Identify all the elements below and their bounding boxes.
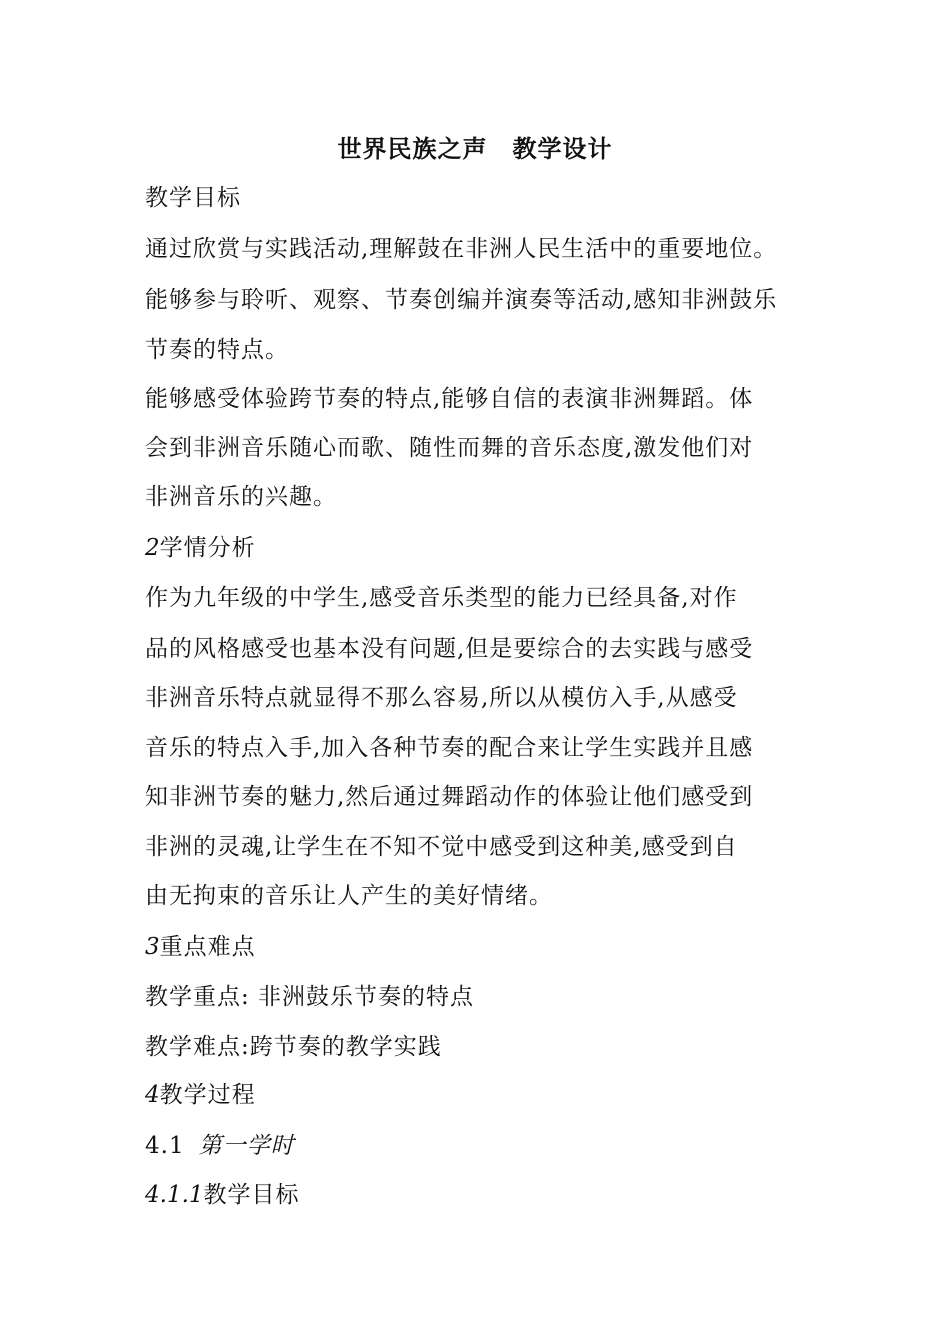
keypoints-heading xyxy=(145,930,256,964)
document-title: 世界民族之声 教学设计 xyxy=(337,135,613,163)
analysis-line: 非洲的灵魂,让学生在不知不觉中感受到这种美,感受到自 xyxy=(145,834,738,860)
analysis-line: 由无拘束的音乐让人产生的美好情绪。 xyxy=(145,883,553,909)
subsection-heading xyxy=(145,1129,295,1163)
key-point: 教学重点: 非洲鼓乐节奏的特点 xyxy=(145,984,475,1010)
objectives-line: 非洲音乐的兴趣。 xyxy=(145,484,337,510)
objectives-line: 会到非洲音乐随心而歌、随性而舞的音乐态度,激发他们对 xyxy=(145,435,754,461)
section-title: 重点难点 xyxy=(159,934,256,960)
section-title: 学情分析 xyxy=(159,535,256,561)
objectives-line: 能够参与聆听、观察、节奏创编并演奏等活动,感知非洲鼓乐 xyxy=(145,287,778,313)
difficult-point: 教学难点:跨节奏的教学实践 xyxy=(145,1034,442,1060)
analysis-line: 音乐的特点入手,加入各种节奏的配合来让学生实践并且感 xyxy=(145,735,754,761)
objectives-line: 能够感受体验跨节奏的特点,能够自信的表演非洲舞蹈。体 xyxy=(145,386,754,412)
objectives-heading: 教学目标 xyxy=(145,185,241,211)
analysis-line: 品的风格感受也基本没有问题,但是要综合的去实践与感受 xyxy=(145,636,754,662)
subsection-number: 4.1 xyxy=(145,1133,185,1159)
analysis-line: 作为九年级的中学生,感受音乐类型的能力已经具备,对作 xyxy=(145,585,738,611)
section-title: 教学过程 xyxy=(159,1082,256,1108)
objectives-line: 节奏的特点。 xyxy=(145,337,289,363)
section-number: 3 xyxy=(145,934,160,960)
analysis-heading xyxy=(145,531,256,565)
section-number: 2 xyxy=(145,535,160,561)
analysis-line: 知非洲节奏的魅力,然后通过舞蹈动作的体验让他们感受到 xyxy=(145,784,754,810)
objectives-line: 通过欣赏与实践活动,理解鼓在非洲人民生活中的重要地位。 xyxy=(145,236,778,262)
process-heading xyxy=(145,1078,256,1112)
subsubsection-title: 教学目标 xyxy=(203,1182,300,1208)
subsubsection-heading xyxy=(145,1178,300,1212)
subsection-title: 第一学时 xyxy=(198,1133,295,1159)
section-number: 4 xyxy=(145,1082,160,1108)
subsubsection-number: 4.1.1 xyxy=(145,1182,204,1208)
analysis-line: 非洲音乐特点就显得不那么容易,所以从模仿入手,从感受 xyxy=(145,685,738,711)
